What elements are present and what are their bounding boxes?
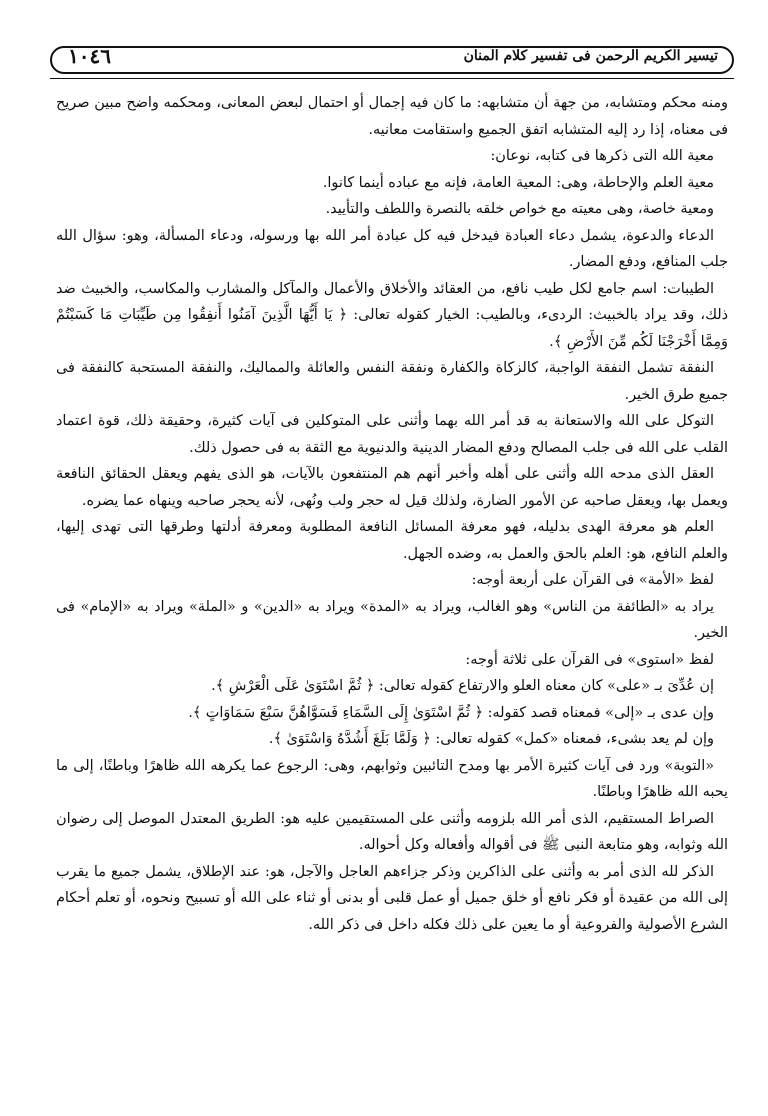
paragraph: يراد به «الطائفة من الناس» وهو الغالب، ويراد به «المدة» ويراد به «الدين» و «الملة» ويراد به «الإمام» فى الخير. (56, 598, 728, 641)
page-header (40, 38, 736, 80)
paragraph: لفظ «الأمة» فى القرآن على أربعة أوجه: (471, 572, 714, 588)
paragraph: العقل الذى مدحه الله وأثنى على أهله وأخبر أنهم هم المنتفعون بالآيات، هو الذى يفهم ويعقل الحقائق النافعة ويعمل بها، ويعقل صاحبه عن الأمور الضارة، ولذلك قيل له حجر ولب ونُهى، لأنه يحجر صاحبه وينهاه عما يضره. (56, 466, 728, 509)
paragraph: معية الله التى ذكرها فى كتابه، نوعان: (490, 148, 714, 164)
paragraph: وإن عدى بـ «إلى» فمعناه قصد كقوله: ﴿ ثُمَّ اسْتَوَىٰ إِلَى السَّمَاءِ فَسَوَّاهُنَّ سَبْعَ سَمَاوَاتٍ ﴾. (188, 704, 714, 721)
book-page (40, 28, 736, 1088)
page-body (56, 90, 728, 1080)
paragraph: ومنه محكم ومتشابه، من جهة أن متشابهه: ما كان فيه إجمال أو احتمال لبعض المعانى، ومحكمه واضح مبين صريح فى معناه، إذا رد إليه المتشابه اتفق الجميع واستقامت معانيه. (56, 95, 728, 138)
paragraph: لفظ «استوى» فى القرآن على ثلاثة أوجه: (465, 651, 714, 668)
paragraph: العلم هو معرفة الهدى بدليله، فهو معرفة المسائل النافعة المطلوبة ومعرفة أدلتها وطرقها التى تهدى إليها، والعلم النافع، هو: العلم بالحق والعمل به، وضده الجهل. (56, 519, 728, 562)
paragraph: التوكل على الله والاستعانة به قد أمر الله بهما وأثنى على المتوكلين فى آيات كثيرة، وحقيقة ذلك، قوة اعتماد القلب على الله فى جلب المصالح ودفع المضار الدينية والدنيوية مع الثقة به فى حصول ذلك. (56, 413, 728, 456)
book-title: تيسير الكريم الرحمن فى تفسير كلام المنان (463, 48, 718, 64)
paragraph: الدعاء والدعوة، يشمل دعاء العبادة فيدخل فيه كل عبادة أمر الله بها ورسوله، ودعاء المسألة، وهو: سؤال الله جلب المنافع، ودفع المضار. (56, 227, 728, 270)
header-divider (50, 78, 734, 79)
paragraph: وإن لم يعد بشىء، فمعناه «كمل» كقوله تعالى: ﴿ وَلَمَّا بَلَغَ أَشُدَّهُ وَاسْتَوَىٰ ﴾. (268, 731, 714, 747)
paragraph: الصراط المستقيم، الذى أمر الله بلزومه وأثنى على المستقيمين عليه هو: الطريق المعتدل الموصل إلى رضوان الله وثوابه، وهو متابعة النبى ﷺ فى أقواله وأفعاله وكل أحواله. (56, 810, 728, 853)
page-number: ١٠٤٦ (68, 44, 111, 68)
paragraph: ومعية خاصة، وهى معيته مع خواص خلقه بالنصرة واللطف والتأييد. (325, 201, 714, 217)
paragraph: إن عُدِّىَ بـ «على» كان معناه العلو والارتفاع كقوله تعالى: ﴿ ثُمَّ اسْتَوَىٰ عَلَى الْعَرْشِ ﴾. (211, 678, 714, 694)
paragraph: الطيبات: اسم جامع لكل طيب نافع، من العقائد والأخلاق والأعمال والمآكل والمشارب والمكاسب، والخبيث ضد ذلك، وقد يراد بالخبيث: الردىء، وبالطيب: الخيار كقوله تعالى: ﴿ يَا أَيُّهَا الَّذِينَ آمَنُوا أَنفِقُوا مِن طَيِّبَاتِ مَا كَسَبْتُمْ وَمِمَّا أَخْرَجْنَا لَكُم مِّنَ الأَرْضِ ﴾. (56, 280, 728, 350)
paragraph: النفقة تشمل النفقة الواجبة، كالزكاة والكفارة ونفقة النفس والعائلة والمماليك، والنفقة المستحبة كالنفقة فى جميع طرق الخير. (56, 360, 728, 403)
paragraph: «التوبة» ورد فى آيات كثيرة الأمر بها ومدح التائبين وثوابهم، وهى: الرجوع عما يكرهه الله ظاهرًا وباطنًا، إلى ما يحبه الله ظاهرًا وباطنًا. (56, 757, 728, 800)
paragraph: معية العلم والإحاطة، وهى: المعية العامة، فإنه مع عباده أينما كانوا. (322, 174, 714, 191)
paragraph: الذكر لله الذى أمر به وأثنى على الذاكرين وذكر جزاءهم العاجل والآجل، هو: عند الإطلاق، يشمل جميع ما يقرب إلى الله من عقيدة أو فكر نافع أو خلق جميل أو عمل قلبى أو بدنى أو ثناء على الله أو تسبيح ونحوه، أو تعلم أحكام الشرع الأصولية والفروعية أو ما يعين على ذلك فكله داخل فى ذكر الله. (56, 863, 728, 933)
